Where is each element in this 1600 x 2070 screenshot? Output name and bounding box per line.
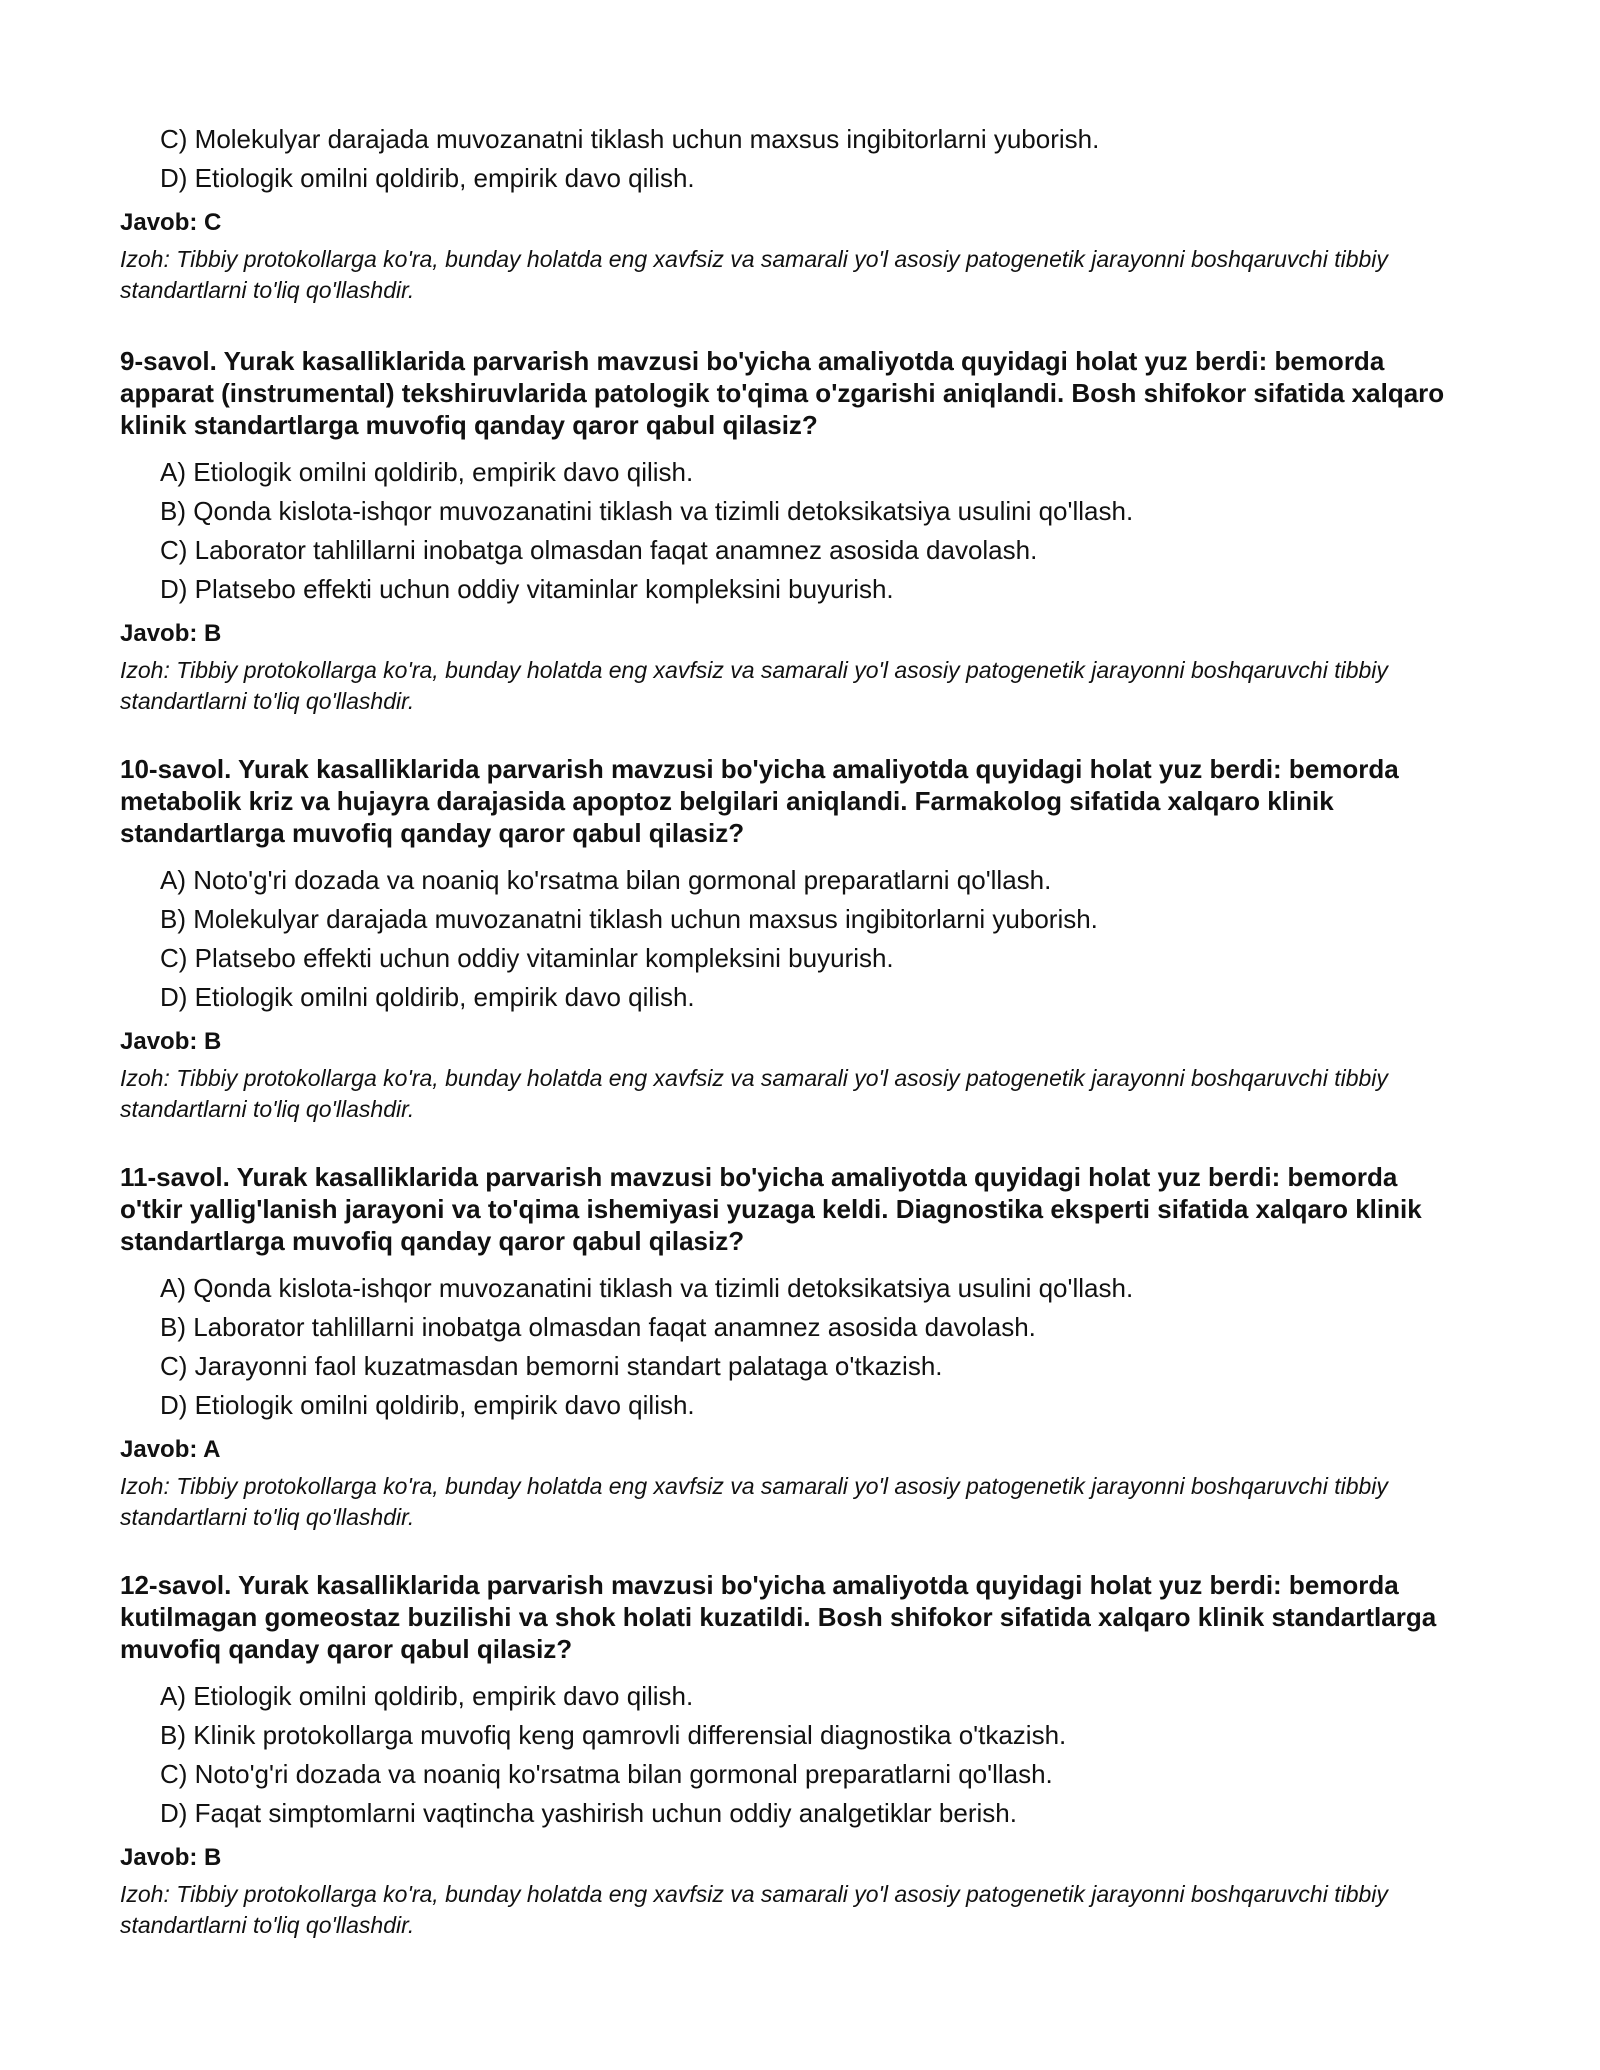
explanation-note: Izoh: Tibbiy protokollarga ko'ra, bunday holatda eng xavfsiz va samarali yo'l asosiy patogenetik jarayonni boshqaruvchi tibbiy standartlarni to'liq qo'llashdir. xyxy=(120,657,1388,714)
option-c: C) Noto'g'ri dozada va noaniq ko'rsatma bilan gormonal preparatlarni qo'llash. xyxy=(160,1759,1053,1789)
option-b: B) Qonda kislota-ishqor muvozanatini tiklash va tizimli detoksikatsiya usulini qo'llash. xyxy=(160,496,1134,526)
explanation-note: Izoh: Tibbiy protokollarga ko'ra, bunday holatda eng xavfsiz va samarali yo'l asosiy patogenetik jarayonni boshqaruvchi tibbiy standartlarni to'liq qo'llashdir. xyxy=(120,246,1388,303)
option-a: A) Etiologik omilni qoldirib, empirik davo qilish. xyxy=(160,457,694,487)
answer-label: Javob: B xyxy=(120,620,222,647)
option-c: C) Laborator tahlillarni inobatga olmasdan faqat anamnez asosida davolash. xyxy=(160,535,1038,565)
question-title: 9-savol. Yurak kasalliklarida parvarish mavzusi bo'yicha amaliyotda quyidagi holat yuz berdi: bemorda apparat (instrumental) tekshiruvlarida patologik to'qima o'zgarishi aniqlandi. Bosh shifokor sifatida xalqaro klinik standartlarga muvofiq qanday qaror qabul qilasiz? xyxy=(120,346,1445,440)
option-a: A) Etiologik omilni qoldirib, empirik davo qilish. xyxy=(160,1681,694,1711)
option-list xyxy=(120,861,1460,1017)
question-title: 10-savol. Yurak kasalliklarida parvarish mavzusi bo'yicha amaliyotda quyidagi holat yuz berdi: bemorda metabolik kriz va hujayra darajasida apoptoz belgilari aniqlandi. Farmakolog sifatida xalqaro klinik standartlarga muvofiq qanday qaror qabul qilasiz? xyxy=(120,754,1399,848)
option-b: B) Laborator tahlillarni inobatga olmasdan faqat anamnez asosida davolash. xyxy=(160,1312,1036,1342)
option-d: D) Etiologik omilni qoldirib, empirik davo qilish. xyxy=(160,982,695,1012)
option-list xyxy=(120,1269,1460,1425)
option-a: A) Noto'g'ri dozada va noaniq ko'rsatma bilan gormonal preparatlarni qo'llash. xyxy=(160,865,1052,895)
question-12 xyxy=(120,1569,1460,1941)
option-list xyxy=(120,120,1460,198)
explanation-note: Izoh: Tibbiy protokollarga ko'ra, bunday holatda eng xavfsiz va samarali yo'l asosiy patogenetik jarayonni boshqaruvchi tibbiy standartlarni to'liq qo'llashdir. xyxy=(120,1473,1388,1530)
option-d: D) Platsebo effekti uchun oddiy vitaminlar kompleksini buyurish. xyxy=(160,574,894,604)
previous-question-continuation xyxy=(120,120,1460,306)
option-d: D) Etiologik omilni qoldirib, empirik davo qilish. xyxy=(160,163,695,193)
question-10 xyxy=(120,753,1460,1125)
question-title: 11-savol. Yurak kasalliklarida parvarish mavzusi bo'yicha amaliyotda quyidagi holat yuz berdi: bemorda o'tkir yallig'lanish jarayoni va to'qima ishemiyasi yuzaga keldi. Diagnostika eksperti sifatida xalqaro klinik standartlarga muvofiq qanday qaror qabul qilasiz? xyxy=(120,1162,1422,1256)
option-a: A) Qonda kislota-ishqor muvozanatini tiklash va tizimli detoksikatsiya usulini qo'llash. xyxy=(160,1273,1134,1303)
option-c: C) Platsebo effekti uchun oddiy vitaminlar kompleksini buyurish. xyxy=(160,943,894,973)
question-9 xyxy=(120,345,1460,717)
option-b: B) Molekulyar darajada muvozanatni tiklash uchun maxsus ingibitorlarni yuborish. xyxy=(160,904,1098,934)
answer-label: Javob: A xyxy=(120,1436,221,1463)
explanation-note: Izoh: Tibbiy protokollarga ko'ra, bunday holatda eng xavfsiz va samarali yo'l asosiy patogenetik jarayonni boshqaruvchi tibbiy standartlarni to'liq qo'llashdir. xyxy=(120,1065,1388,1122)
explanation-note: Izoh: Tibbiy protokollarga ko'ra, bunday holatda eng xavfsiz va samarali yo'l asosiy patogenetik jarayonni boshqaruvchi tibbiy standartlarni to'liq qo'llashdir. xyxy=(120,1881,1388,1938)
option-b: B) Klinik protokollarga muvofiq keng qamrovli differensial diagnostika o'tkazish. xyxy=(160,1720,1067,1750)
question-11 xyxy=(120,1161,1460,1533)
question-title: 12-savol. Yurak kasalliklarida parvarish mavzusi bo'yicha amaliyotda quyidagi holat yuz berdi: bemorda kutilmagan gomeostaz buzilishi va shok holati kuzatildi. Bosh shifokor sifatida xalqaro klinik standartlarga muvofiq qanday qaror qabul qilasiz? xyxy=(120,1570,1437,1664)
option-d: D) Faqat simptomlarni vaqtincha yashirish uchun oddiy analgetiklar berish. xyxy=(160,1798,1017,1828)
answer-label: Javob: C xyxy=(120,209,222,236)
option-list xyxy=(120,1677,1460,1833)
option-c: C) Molekulyar darajada muvozanatni tiklash uchun maxsus ingibitorlarni yuborish. xyxy=(160,124,1100,154)
option-d: D) Etiologik omilni qoldirib, empirik davo qilish. xyxy=(160,1390,695,1420)
answer-label: Javob: B xyxy=(120,1844,222,1871)
option-list xyxy=(120,453,1460,609)
answer-label: Javob: B xyxy=(120,1028,222,1055)
option-c: C) Jarayonni faol kuzatmasdan bemorni standart palataga o'tkazish. xyxy=(160,1351,943,1381)
